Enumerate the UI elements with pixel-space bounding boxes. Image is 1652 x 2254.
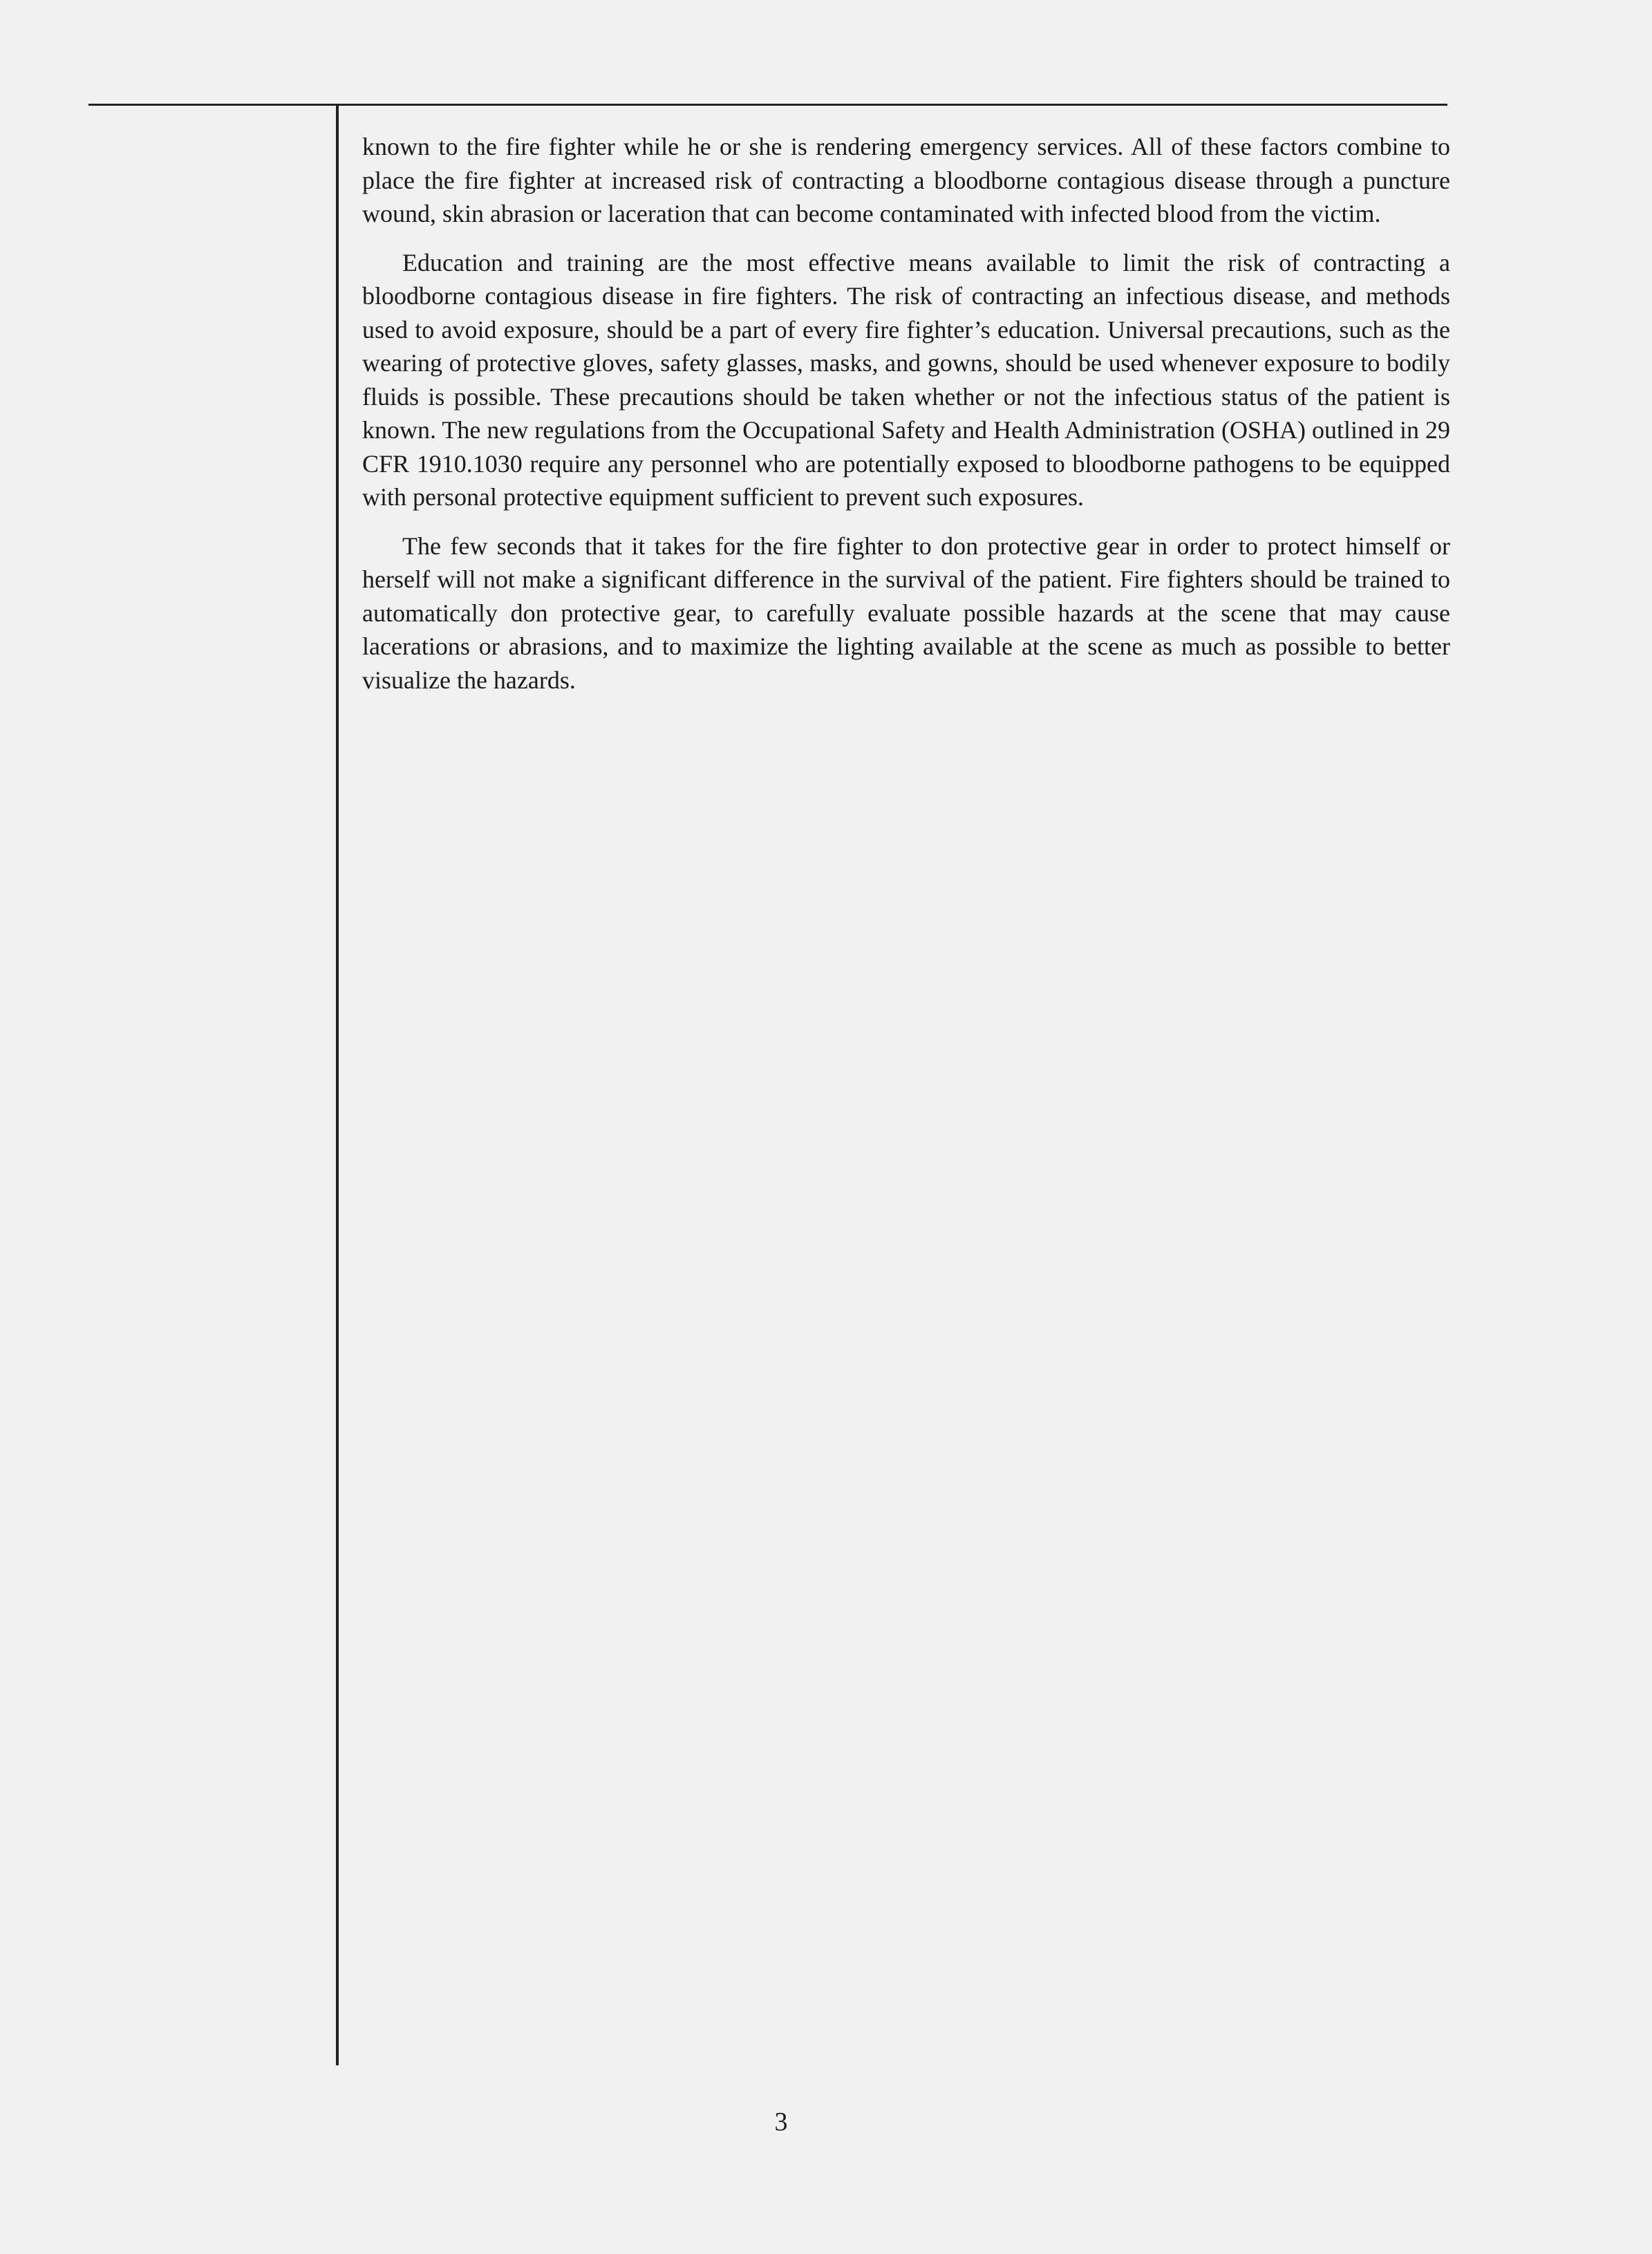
margin-vertical-rule: [336, 104, 339, 2065]
paragraph-education-training: Education and training are the most effective means available to limit the risk of contracting a bloodborne contagious disease in fire fighters. The risk of contracting an infectious disease, and methods used to avoid exposure, should be a part of every fire fighter’s education. Universal precautions, such as the wearing of protective gloves, safety glasses, masks, and gowns, should be used whenever exposure to bodily fluids is possible. These precautions should be taken whether or not the infectious status of the patient is known. The new regulations from the Occupational Safety and Health Administration (OSHA) outlined in 29 CFR 1910.1030 require any personnel who are potentially exposed to bloodborne pathogens to be equipped with personal protective equipment sufficient to prevent such exposures.: [362, 248, 1451, 511]
body-text: [362, 130, 1450, 712]
page-number: 3: [774, 2107, 788, 2136]
paragraph-continuation: known to the fire fighter while he or she is rendering emergency services. All of these factors combine to place the fire fighter at increased risk of contracting a bloodborne contagious disease through a puncture wound, skin abrasion or laceration that can become contaminated with infected blood from the victim.: [362, 133, 1450, 227]
paragraph-protective-gear: The few seconds that it takes for the fire fighter to don protective gear in order to protect himself or herself will not make a significant difference in the survival of the patient. Fire fighters should be trained to automatically don protective gear, to carefully evaluate possible hazards at the scene that may cause lacerations or abrasions, and to maximize the lighting available at the scene as much as possible to better visualize the hazards.: [362, 532, 1450, 694]
top-horizontal-rule: [88, 104, 1447, 106]
